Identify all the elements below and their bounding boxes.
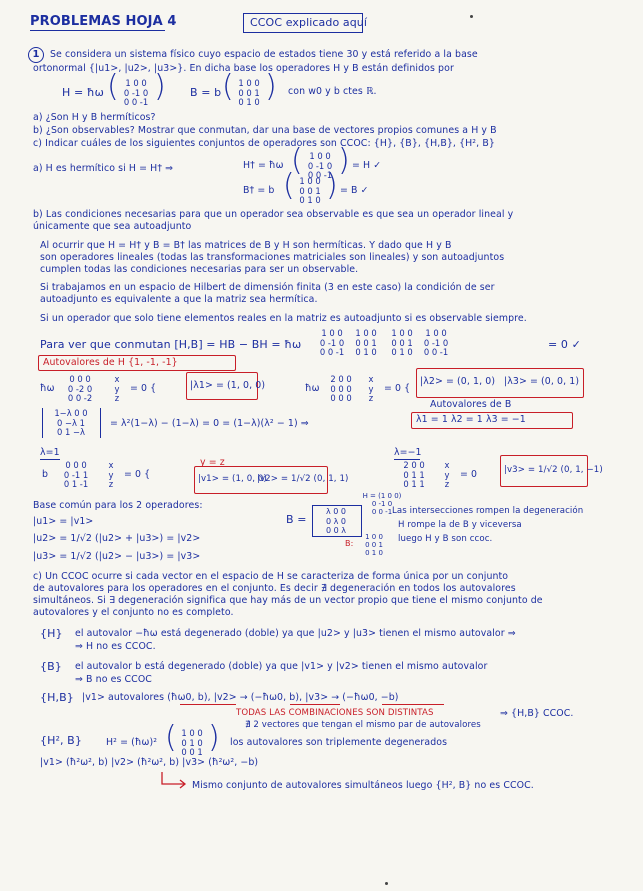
h-squared-matrix: 1 0 0 0 1 0 0 0 1 xyxy=(181,728,203,757)
h-eigen-matrix: 0 0 0 0 -2 0 0 0 -2 xyxy=(67,374,93,403)
set-h2b-conclusion: Mismo conjunto de autovalores simultáneos luego {H², B} no es CCOC. xyxy=(192,780,534,791)
eigen-b-values: λ1 = 1 λ2 = 1 λ3 = −1 xyxy=(416,414,526,425)
b-eigen-matrix-2: 2 0 0 0 1 1 0 1 1 xyxy=(403,460,425,489)
part-b-line-6: Si trabajamos en un espacio de Hilbert de dimensión finita (3 en este caso) la condición de ser xyxy=(40,282,495,293)
h-squared-note: los autovalores son triplemente degenerados xyxy=(230,737,448,748)
part-c-line-4: autovalores y el conjunto no es completo. xyxy=(33,607,234,618)
h-eigen-matrix-2: 2 0 0 0 0 0 0 0 0 xyxy=(330,374,352,403)
paren-close: ) xyxy=(338,143,350,178)
b-block-note-1: Las intersecciones rompen la degeneración xyxy=(392,506,584,516)
part-b-line-8: Si un operador que solo tiene elementos reales en la matriz es autoadjunto si es observable siempre. xyxy=(40,313,527,324)
part-a-line: a) H es hermítico si H = H† ⇒ xyxy=(33,163,174,174)
b-eigen-vector-2: x y z xyxy=(444,460,450,489)
statement-line-2: ortonormal {|u1>, |u2>, |u3>}. En dicha base los operadores H y B están definidos por xyxy=(33,63,454,74)
lambda-m1-label: λ=−1 xyxy=(394,447,422,458)
b-eigenvec-1: |v1> = (1, 0, 0) xyxy=(198,474,267,484)
h-eigen-eq-label: ħω xyxy=(40,383,55,394)
part-b-line-7: autoadjunto es equivalente a que la matriz sea hermítica. xyxy=(40,294,318,305)
h-definition: H = ħω xyxy=(62,86,104,99)
ink-dot xyxy=(470,15,473,18)
part-c-line-1: c) Un CCOC ocurre si cada vector en el espacio de H se caracteriza de forma única por un conjunto xyxy=(33,571,509,582)
part-b-line-4: son operadores lineales (todas las transformaciones matriciales son lineales) y son autoadjuntos xyxy=(40,252,505,263)
eigen-h-title: Autovalores de H {1, -1, -1} xyxy=(43,357,178,368)
b-det-matrix: 1−λ 0 0 0 −λ 1 0 1 −λ xyxy=(54,408,88,437)
commutator-line: Para ver que conmutan [H,B] = HB − BH = ħω xyxy=(40,338,302,351)
part-c-line-2: de autovalores para los operadores en el conjunto. Es decir ∄ degeneración en todos los autovalores xyxy=(33,583,516,594)
set-b-line-2: ⇒ B no es CCOC xyxy=(75,674,152,685)
h-matrix: 1 0 0 0 -1 0 0 0 -1 xyxy=(123,78,149,107)
h-eigen-eq2-zero: = 0 { xyxy=(384,383,411,394)
subtitle: CCOC explicado aquí xyxy=(250,16,368,29)
commutator-result: = 0 ✓ xyxy=(548,338,581,351)
b-definition: B = b xyxy=(190,86,222,99)
lambda-1-underline xyxy=(40,459,60,460)
problem-number: 1 xyxy=(28,47,44,63)
set-b-line-1: el autovalor b está degenerado (doble) ya que |v1> y |v2> tienen el mismo autovalor xyxy=(75,661,488,672)
paren-close: ) xyxy=(208,720,220,755)
question-c: c) Indicar cuáles de los siguientes conjuntos de operadores son CCOC: {H}, {B}, {H,B}, {H², B} xyxy=(33,138,495,149)
b-block-matrix: λ 0 0 0 λ 0 0 0 λ xyxy=(326,507,346,535)
h-eigen-eq2-label: ħω xyxy=(305,383,320,394)
common-base-u1: |u1> = |v1> xyxy=(33,516,94,527)
set-hb-line-2: TODAS LAS COMBINACIONES SON DISTINTAS xyxy=(236,708,434,718)
paren-open: ( xyxy=(107,69,119,104)
set-b-label: {B} xyxy=(40,660,62,673)
b-block-note-2: H rompe la de B y viceversa xyxy=(398,520,522,530)
b-block-label: B = xyxy=(286,513,307,526)
set-hb-label: {H,B} xyxy=(40,691,74,704)
h-hermitian-check: = H ✓ xyxy=(352,160,382,171)
paren-open: ( xyxy=(165,720,177,755)
h-dagger-matrix: 1 0 0 0 -1 0 0 0 -1 xyxy=(307,151,333,180)
h-eigenvec-2: |λ2> = (0, 1, 0) xyxy=(420,376,496,387)
set-hb-line-3: ∄ 2 vectores que tengan el mismo par de autovalores xyxy=(245,720,481,730)
statement-line-1: Se considera un sistema físico cuyo espacio de estados tiene 30 y está referido a la base xyxy=(50,49,478,60)
b-dagger-matrix: 1 0 0 0 0 1 0 1 0 xyxy=(299,176,321,205)
b-eigenvec-2: |v2> = 1/√2 (0, 1, 1) xyxy=(257,474,349,484)
h-eigenvec-1: |λ1> = (1, 0, 0) xyxy=(190,380,266,391)
conclusion-arrow-icon xyxy=(160,772,190,790)
ink-dot xyxy=(385,882,388,885)
question-a: a) ¿Son H y B hermíticos? xyxy=(33,112,156,123)
hb-underline-2 xyxy=(290,704,340,705)
constants-note: con w0 y b ctes ℝ. xyxy=(288,86,377,97)
set-hb-result: ⇒ {H,B} CCOC. xyxy=(500,708,574,719)
h-small-matrix: H = (1 0 0) 0 -1 0 0 0 -1 xyxy=(362,492,402,516)
set-h2b-label: {H², B} xyxy=(40,734,82,747)
set-h-line-2: ⇒ H no es CCOC. xyxy=(75,641,156,652)
paren-close: ) xyxy=(265,69,277,104)
part-b-line-1: b) Las condiciones necesarias para que un operador sea observable es que sea un operador lineal y xyxy=(33,209,514,220)
question-b: b) ¿Son observables? Mostrar que conmutan, dar una base de vectores propios comunes a H y B xyxy=(33,125,497,136)
hb-underline-1 xyxy=(180,704,236,705)
commutator-matrix-d: 1 0 0 0 -1 0 0 0 -1 xyxy=(423,328,449,357)
b-eigen-matrix-1: 0 0 0 0 -1 1 0 1 -1 xyxy=(63,460,89,489)
part-c-line-3: simultáneos. Si ∃ degeneración significa que hay más de un vector propio que tiene el mismo conjunto de xyxy=(33,595,543,606)
paren-open: ( xyxy=(222,69,234,104)
h-squared-def: H² = (ħω)² xyxy=(106,737,158,748)
b-dagger: B† = b xyxy=(243,185,275,196)
commutator-matrix-b: 1 0 0 0 0 1 0 1 0 xyxy=(355,328,377,357)
paren-close: ) xyxy=(326,168,338,203)
part-b-line-5: cumplen todas las condiciones necesarias para ser un observable. xyxy=(40,264,359,275)
lambda-1-label: λ=1 xyxy=(40,447,60,458)
h-eigenvec-3: |λ3> = (0, 0, 1) xyxy=(504,376,580,387)
set-h-label: {H} xyxy=(40,627,63,640)
part-b-line-3: Al ocurrir que H = H† y B = B† las matrices de B y H son hermíticas. Y dado que H y B xyxy=(40,240,452,251)
y-equals-z: y = z xyxy=(200,457,225,468)
set-h-line-1: el autovalor −ħω está degenerado (doble) ya que |u2> y |u3> tienen el mismo autovalor ⇒ xyxy=(75,628,516,639)
b-block-note-3: luego H y B son ccoc. xyxy=(398,534,493,544)
b-hermitian-check: = B ✓ xyxy=(340,185,369,196)
common-base-u2: |u2> = 1/√2 (|u2> + |u3>) = |v2> xyxy=(33,533,201,544)
b-red-matrix-label: B: xyxy=(345,539,354,548)
det-bar-right xyxy=(100,408,101,438)
h-dagger: H† = ħω xyxy=(243,160,284,171)
commutator-matrix-c: 1 0 0 0 0 1 0 1 0 xyxy=(391,328,413,357)
paren-open: ( xyxy=(291,143,303,178)
common-base-u3: |u3> = 1/√2 (|u2> − |u3>) = |v3> xyxy=(33,551,201,562)
commutator-matrix-a: 1 0 0 0 -1 0 0 0 -1 xyxy=(319,328,345,357)
eigen-b-title: Autovalores de B xyxy=(430,399,512,410)
paren-open: ( xyxy=(283,168,295,203)
b-eigen-vector-1: x y z xyxy=(108,460,114,489)
title-underline xyxy=(30,30,165,31)
set-hb-line-1: |v1> autovalores (ħω0, b), |v2> → (−ħω0, b), |v3> → (−ħω0, −b) xyxy=(82,692,399,703)
b-eq-2-zero: = 0 xyxy=(460,469,478,480)
det-bar-left xyxy=(42,408,43,438)
b-matrix: 1 0 0 0 0 1 0 1 0 xyxy=(238,78,260,107)
determinant-line: = λ²(1−λ) − (1−λ) = 0 = (1−λ)(λ² − 1) ⇒ xyxy=(110,418,309,429)
part-b-line-2: únicamente que sea autoadjunto xyxy=(33,221,192,232)
h-eigen-vector-2: x y z xyxy=(368,374,374,403)
b-red-matrix: 1 0 0 0 0 1 0 1 0 xyxy=(365,533,383,557)
common-base-title: Base común para los 2 operadores: xyxy=(33,500,203,511)
b-eq-1-zero: = 0 { xyxy=(124,469,151,480)
page-title: PROBLEMAS HOJA 4 xyxy=(30,14,177,29)
set-h2b-values: |v1> (ħ²ω², b) |v2> (ħ²ω², b) |v3> (ħ²ω², −b) xyxy=(40,757,259,768)
b-eigenvec-3: |v3> = 1/√2 (0, 1, −1) xyxy=(504,465,603,475)
hb-underline-3 xyxy=(382,704,444,705)
h-eigen-eq-zero: = 0 { xyxy=(130,383,157,394)
h-eigen-vector: x y z xyxy=(114,374,120,403)
paren-close: ) xyxy=(154,69,166,104)
b-eq-1-label: b xyxy=(42,469,49,480)
